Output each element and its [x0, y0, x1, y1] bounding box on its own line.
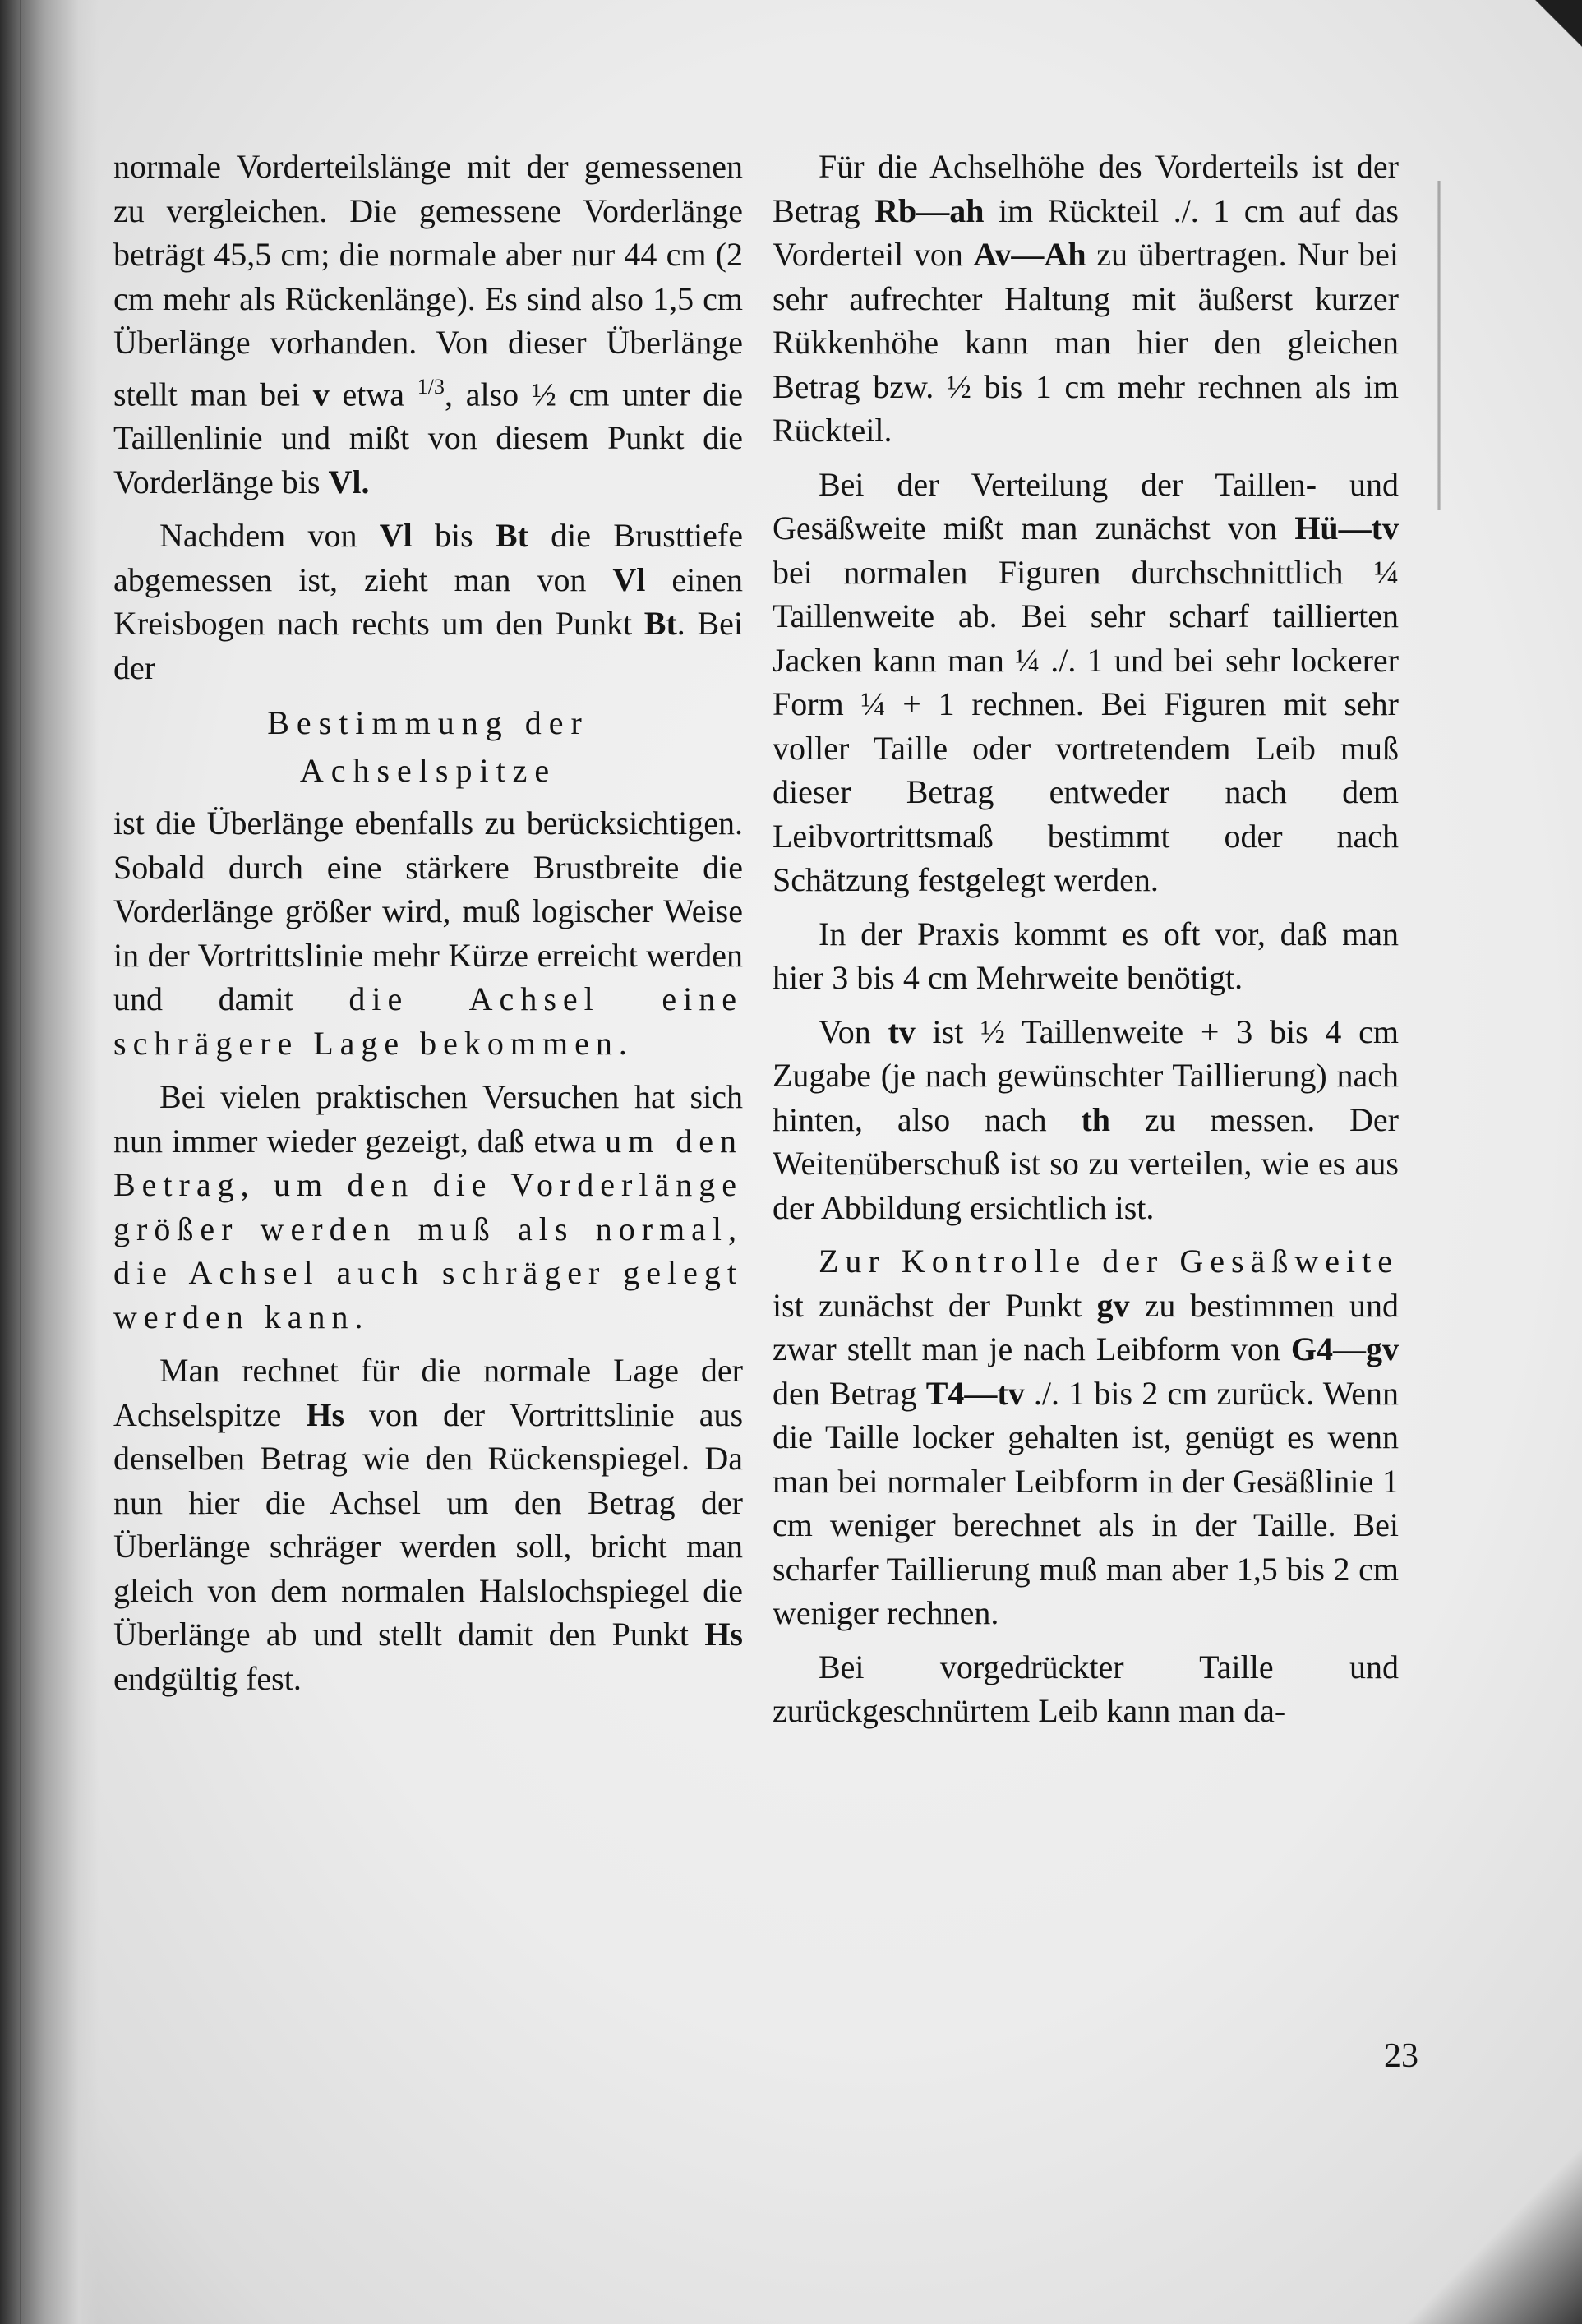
paragraph: Bei vielen praktischen Versuchen hat sich nun immer wieder gezeigt, daß etwa um den Betrag, um den die Vorderlänge größer werden muß als normal, die Achsel auch schräger gelegt werden kann. — [113, 1078, 743, 1335]
paragraph: Für die Achselhöhe des Vorderteils ist der Betrag Rb—ah im Rückteil ./. 1 cm auf das Vorderteil von Av—Ah zu übertragen. Nur bei sehr aufrechter Haltung mit äußerst kurzer Rükkenhöhe kann man hier den gleichen Betrag bzw. ½ bis 1 cm mehr rechnen als im Rückteil. — [773, 148, 1400, 449]
paragraph: Zur Kontrolle der Gesäßweite ist zunächst der Punkt gv zu bestimmen und zwar stellt man je nach Leibform von G4—gv den Betrag T4—tv ./. 1 bis 2 cm zurück. Wenn die Taille locker gehalten ist, genügt es wenn man bei normaler Leibform in der Gesäßlinie 1 cm weniger berechnet als in der Taille. Bei scharfer Taillierung muß man aber 1,5 bis 2 cm weniger rechnen. — [773, 1243, 1399, 1631]
paragraph: In der Praxis kommt es oft vor, daß man hier 3 bis 4 cm Mehrweite benötigt. — [773, 915, 1399, 996]
right-column — [773, 145, 1399, 1743]
paragraph: Nachdem von Vl bis Bt die Brusttiefe abgemessen ist, zieht man von Vl einen Kreisbogen nach rechts um den Punkt Bt. Bei der — [113, 517, 744, 686]
paragraph: Bei der Verteilung der Taillen- und Gesäßweite mißt man zunächst von Hü—tv bei normalen Figuren durchschnittlich ¼ Taillenweite ab. Bei sehr scharf taillierten Jacken kann man ¼ ./. 1 und bei sehr lockerer Form ¼ + 1 rechnen. Bei Figuren mit sehr voller Taille oder vortretendem Leib muß dieser Betrag entweder nach dem Leibvortrittsmaß bestimmt oder nach Schätzung festgelegt werden. — [773, 465, 1399, 898]
book-spine-shadow — [0, 0, 99, 2324]
paragraph: Bei vorgedrückter Taille und zurückgeschnürtem Leib kann man da- — [773, 1648, 1399, 1729]
page-number: 23 — [1384, 2037, 1418, 2075]
torn-corner — [1516, 0, 1582, 66]
spine-edge — [20, 0, 21, 2324]
left-column — [113, 145, 743, 1710]
paragraph: Von tv ist ½ Taillenweite + 3 bis 4 cm Zugabe (je nach gewünschter Taillierung) nach hinten, also nach th zu messen. Der Weitenüberschuß ist so zu verteilen, wie es aus der Abbildung ersichtlich ist. — [773, 1012, 1400, 1226]
paragraph: Man rechnet für die normale Lage der Achselspitze Hs von der Vortrittslinie aus denselben Betrag wie den Rückenspiegel. Da nun hier die Achsel um den Betrag der Überlänge schräger werden soll, bricht man gleich von dem normalen Halslochspiegel die Überlänge ab und stellt damit den Punkt Hs endgültig fest. — [113, 1352, 744, 1697]
paragraph: normale Vorderteilslänge mit der gemessenen zu vergleichen. Die gemessene Vorderlänge beträgt 45,5 cm; die normale aber nur 44 cm (2 cm mehr als Rückenlänge). Es sind also 1,5 cm Überlänge vorhanden. Von dieser Überlänge stellt man bei v etwa $^{1/3}$, also ½ cm unter die Taillenlinie und mißt von diesem Punkt die Vorderlänge bis Vl. — [113, 148, 744, 500]
page-corner-fold — [1401, 2110, 1582, 2324]
paragraph: ist die Überlänge ebenfalls zu berücksichtigen. Sobald durch eine stärkere Brustbreite die Vorderlänge größer wird, muß logischer Weise in der Vortrittslinie mehr Kürze erreicht werden und damit die Achsel eine schrägere Lage bekommen. — [113, 805, 744, 1062]
paper-crease — [1437, 181, 1441, 510]
section-heading: Bestimmung der Achselspitze — [267, 704, 589, 790]
